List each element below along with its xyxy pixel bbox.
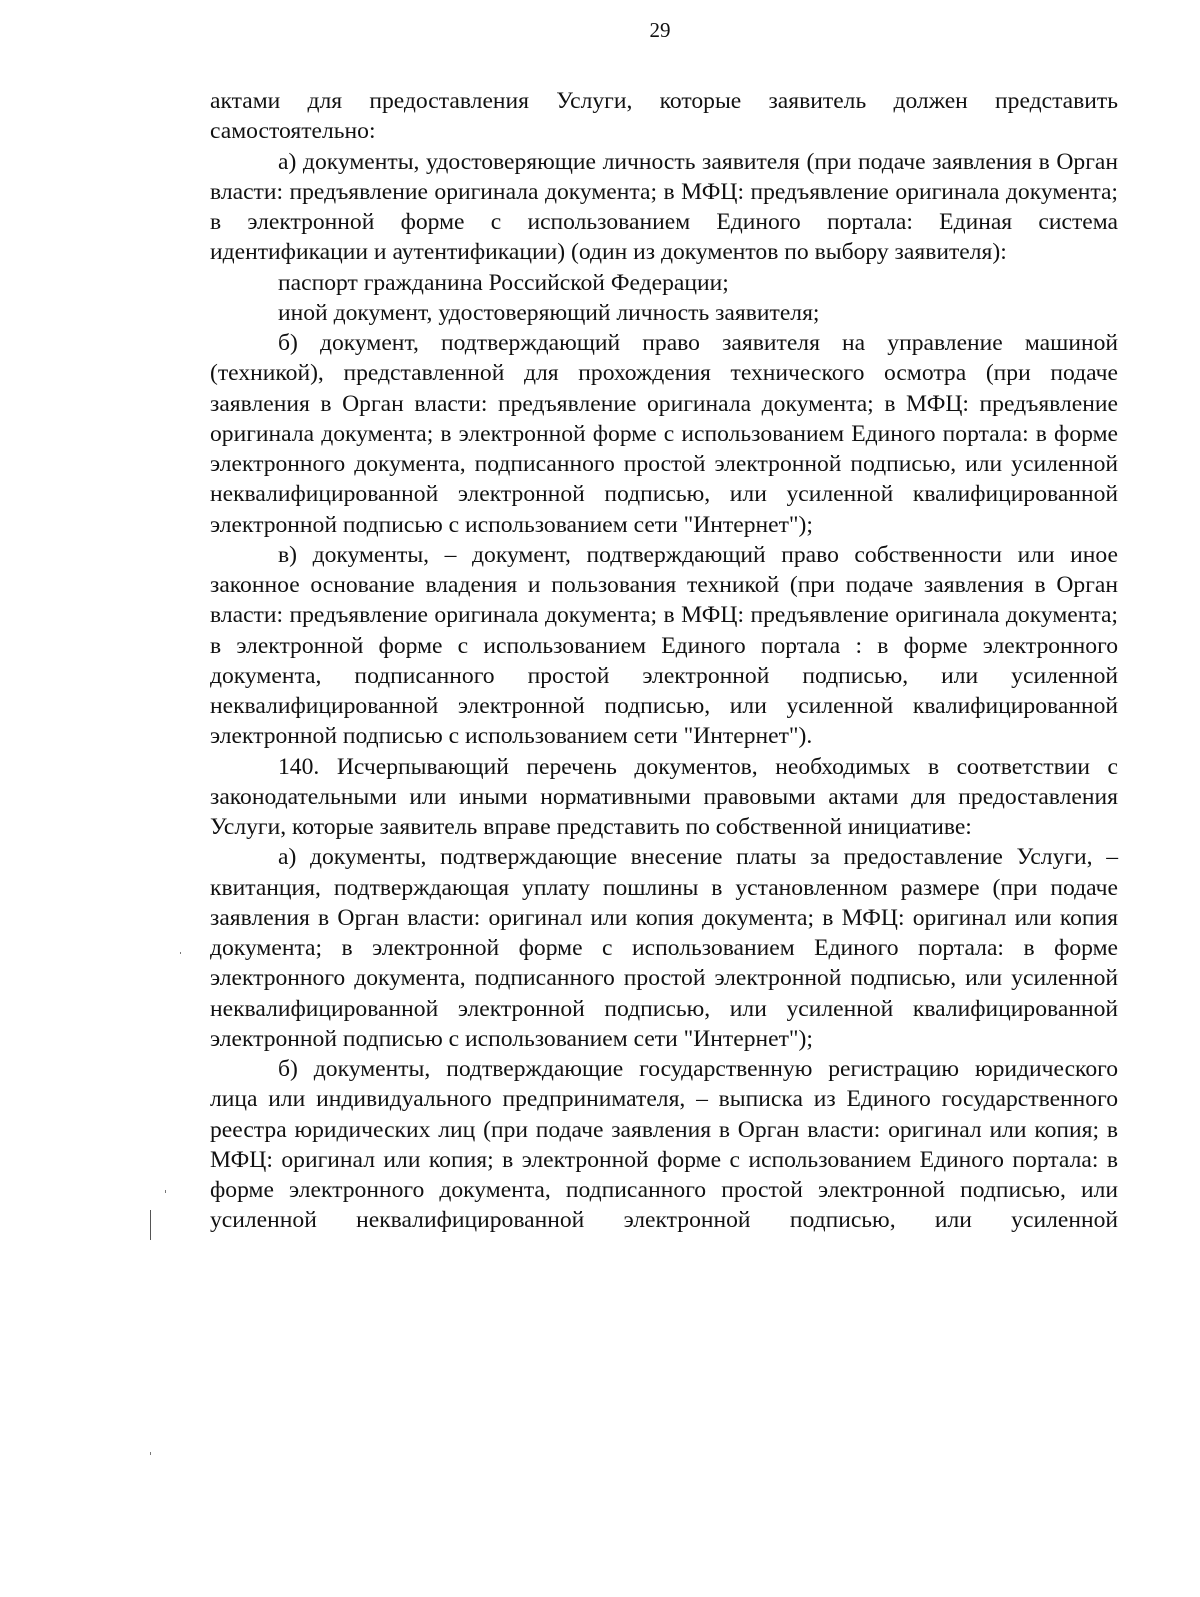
paragraph-item-b-registration: б) документы, подтверждающие государственную регистрацию юридического лица или индивидуального предпринимателя, – выписка из Единого государственного реестра юридических лиц (при подаче заявления в Орган власти: оригинал или копия; в МФЦ: оригинал или копия; в электронной форме с использованием Единого портала: в форме электронного документа, подписанного простой электронной подписью, или усиленной неквалифицированной электронной подписью, или усиленной bbox=[210, 1056, 1118, 1234]
document-body bbox=[210, 86, 1118, 1236]
paragraph-item-a-payment: а) документы, подтверждающие внесение платы за предоставление Услуги, – квитанция, подтверждающая уплату пошлины в установленном размере (при подаче заявления в Орган власти: оригинал или копия документа; в МФЦ: оригинал или копия документа; в электронной форме с использованием Единого портала: в форме электронного документа, подписанного простой электронной подписью, или усиленной неквалифицированной электронной подписью, или усиленной квалифицированной электронной подписью с использованием сети "Интернет"); bbox=[210, 844, 1118, 1052]
list-item-other-identity-document: иной документ, удостоверяющий личность заявителя; bbox=[278, 299, 820, 326]
scan-artifact bbox=[165, 1190, 166, 1193]
paragraph-item-b-driving-right: б) документ, подтверждающий право заявителя на управление машиной (техникой), представленной для прохождения технического осмотра (при подаче заявления в Орган власти: предъявление оригинала документа; в МФЦ: предъявление оригинала документа; в электронной форме с использованием Единого портала: в форме электронного документа, подписанного простой электронной подписью, или усиленной неквалифицированной электронной подписью, или усиленной квалифицированной электронной подписью с использованием сети "Интернет"); bbox=[210, 330, 1118, 538]
paragraph-item-a-identity-documents: а) документы, удостоверяющие личность заявителя (при подаче заявления в Орган власти: предъявление оригинала документа; в МФЦ: предъявление оригинала документа; в электронной форме с использованием Единого портала: Единая система идентификации и аутентификации) (один из документов по выбору заявителя): bbox=[210, 148, 1118, 266]
paragraph-continuation: актами для предоставления Услуги, которые заявитель должен представить самостоятельно: bbox=[210, 88, 1118, 145]
scan-artifact bbox=[150, 1452, 151, 1455]
paragraph-140-optional-documents: 140. Исчерпывающий перечень документов, необходимых в соответствии с законодательными или иными нормативными правовыми актами для предоставления Услуги, которые заявитель вправе представить по собственной инициативе: bbox=[210, 753, 1118, 840]
page-number: 29 bbox=[649, 18, 671, 42]
list-item-passport: паспорт гражданина Российской Федерации; bbox=[278, 269, 729, 296]
scan-artifact bbox=[150, 1210, 151, 1240]
paragraph-item-c-ownership: в) документы, – документ, подтверждающий право собственности или иное законное основание владения и пользования техникой (при подаче заявления в Орган власти: предъявление оригинала документа; в МФЦ: предъявление оригинала документа; в электронной форме с использованием Единого портала : в форме электронного документа, подписанного простой электронной подписью, или усиленной неквалифицированной электронной подписью, или усиленной квалифицированной электронной подписью с использованием сети "Интернет"). bbox=[210, 541, 1118, 750]
scan-artifact bbox=[180, 952, 181, 954]
